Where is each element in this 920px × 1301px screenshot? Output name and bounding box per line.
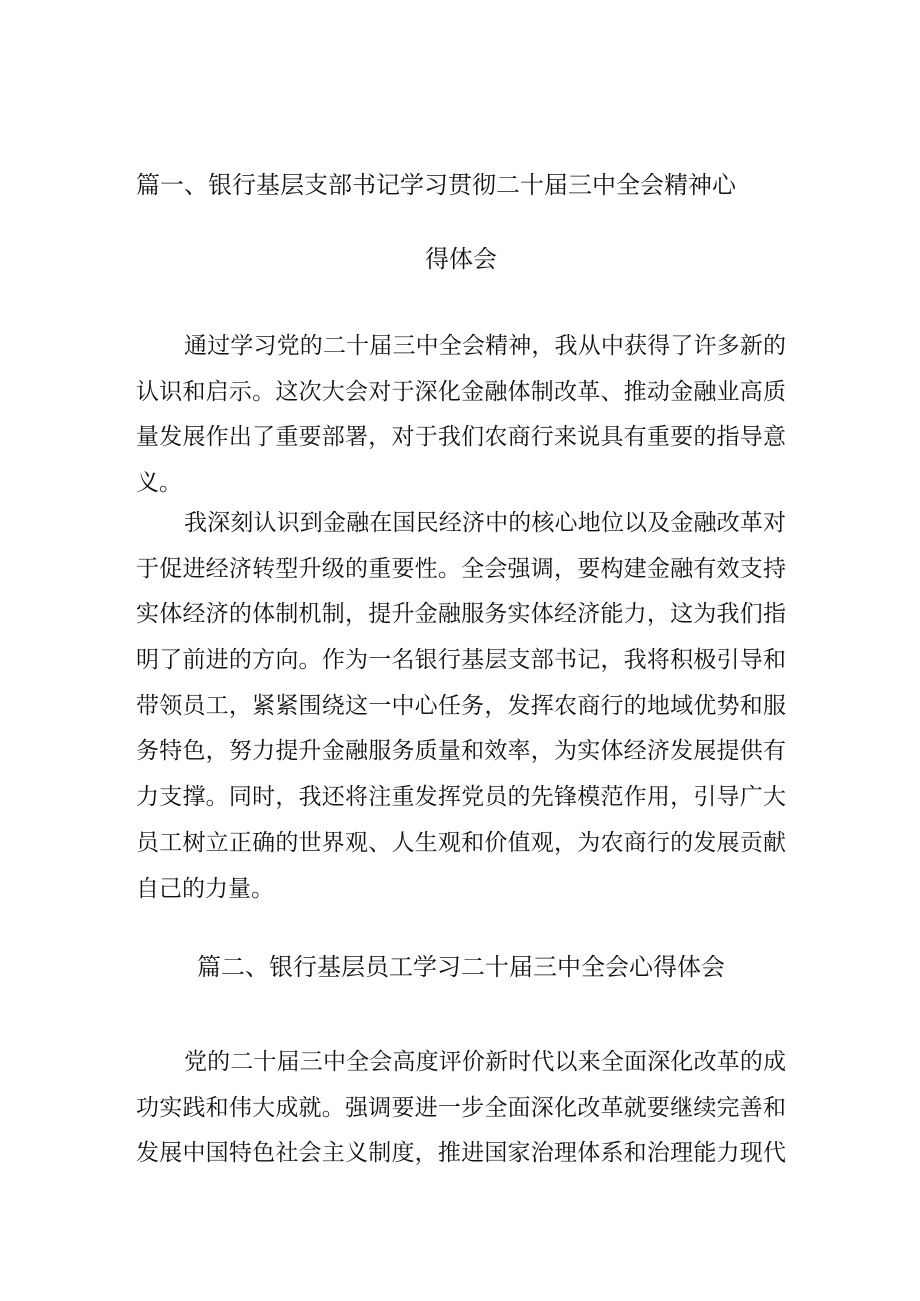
text-line: 认识和启示。这次大会对于深化金融体制改革、推动金融业高质 — [136, 378, 786, 405]
text-line: 务特色，努力提升金融服务质量和效率，为实体经济发展提供有 — [136, 738, 786, 765]
section2-paragraph-1 — [136, 1040, 786, 1177]
text-line: 明了前进的方向。作为一名银行基层支部书记，我将积极引导和 — [136, 647, 786, 674]
text-line: 发展中国特色社会主义制度，推进国家治理体系和治理能力现代 — [136, 1140, 786, 1167]
text-line: 于促进经济转型升级的重要性。全会强调，要构建金融有效支持 — [136, 555, 786, 582]
text-line: 力支撑。同时，我还将注重发挥党员的先锋模范作用，引导广大 — [136, 784, 786, 811]
text-line: 量发展作出了重要部署，对于我们农商行来说具有重要的指导意 — [136, 424, 786, 451]
text-line: 带领员工，紧紧围绕这一中心任务，发挥农商行的地域优势和服 — [136, 692, 786, 719]
section1-paragraph-1 — [136, 324, 786, 507]
text-line: 我深刻认识到金融在国民经济中的核心地位以及金融改革对 — [184, 510, 786, 536]
section2-title-line: 篇二、银行基层员工学习二十届三中全会心得体会 — [197, 953, 725, 981]
section1-paragraph-2 — [136, 501, 786, 912]
text-line: 义。 — [136, 470, 182, 497]
section1-title-line2: 得体会 — [425, 245, 497, 273]
text-line: 员工树立正确的世界观、人生观和价值观，为农商行的发展贡献 — [136, 829, 786, 856]
text-line: 党的二十届三中全会高度评价新时代以来全面深化改革的成 — [184, 1049, 786, 1075]
section1-title — [136, 148, 786, 296]
text-line: 自己的力量。 — [136, 875, 274, 902]
text-line: 实体经济的体制机制，提升金融服务实体经济能力，这为我们指 — [136, 601, 786, 628]
section2-title — [136, 930, 786, 1004]
section1-title-line1: 篇一、银行基层支部书记学习贯彻二十届三中全会精神心 — [136, 171, 736, 199]
text-line: 通过学习党的二十届三中全会精神，我从中获得了许多新的 — [184, 333, 786, 359]
text-line: 功实践和伟大成就。强调要进一步全面深化改革就要继续完善和 — [136, 1094, 786, 1121]
